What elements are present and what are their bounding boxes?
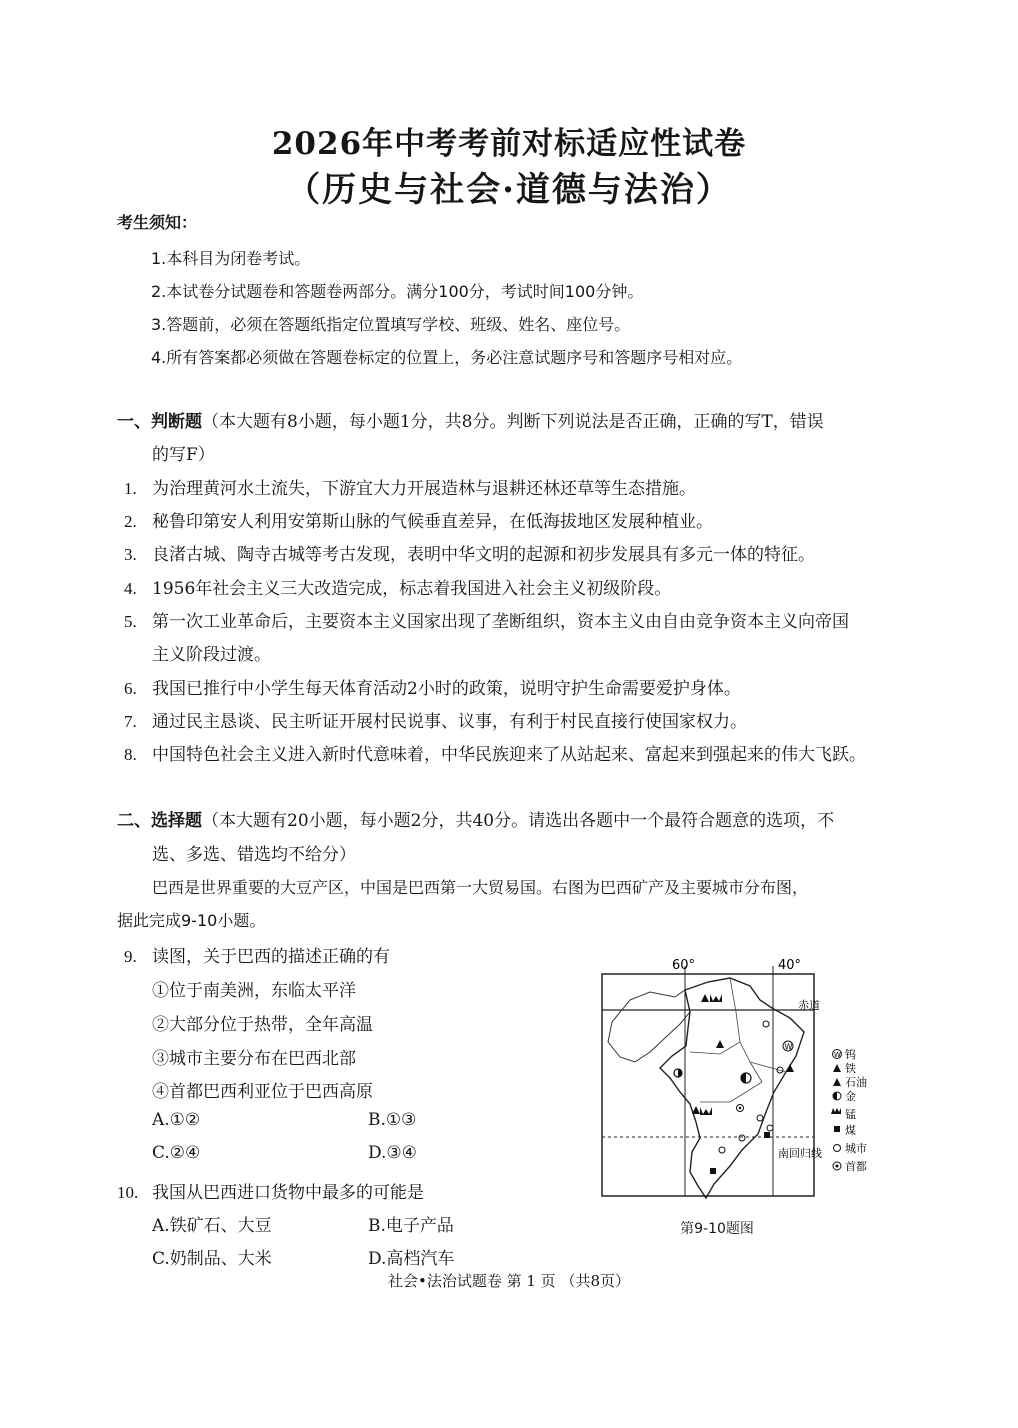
question-text: 通过民主恳谈、民主听证开展村民说事、议事，有利于村民直接行使国家权力。	[152, 712, 747, 732]
option-b: B.①③	[368, 1110, 417, 1130]
manganese-icon	[710, 994, 722, 1002]
section1-desc-cont: 的写F）	[152, 445, 215, 465]
question-7	[124, 707, 747, 732]
notice-item: 1.本科目为闭卷考试。	[151, 249, 311, 268]
question-2	[124, 507, 713, 532]
notice-heading: 考生须知：	[117, 213, 198, 232]
oil-icon	[833, 1078, 841, 1086]
question-text: 读图，关于巴西的描述正确的有	[152, 947, 390, 967]
iron-icon	[692, 1106, 700, 1114]
tropic-label: 南回归线	[778, 1147, 822, 1160]
svg-text:W: W	[834, 1051, 841, 1059]
oil-icon	[716, 1040, 724, 1048]
question-number: 2.	[124, 512, 137, 531]
question-number: 5.	[124, 612, 137, 631]
question-text: 秘鲁印第安人利用安第斯山脉的气候垂直差异，在低海拔地区发展种植业。	[152, 512, 713, 532]
question-text: 中国特色社会主义进入新时代意味着，中华民族迎来了从站起来、富起来到强起来的伟大飞跃。	[152, 745, 866, 765]
question-number: 8.	[124, 745, 137, 764]
brazil-map	[590, 952, 890, 1212]
option-c: C.②④	[152, 1143, 201, 1163]
question-10	[117, 1178, 424, 1203]
coal-icon	[764, 1132, 770, 1138]
question-3	[124, 540, 815, 565]
question-text: 1956年社会主义三大改造完成，标志着我国进入社会主义初级阶段。	[152, 579, 672, 599]
manganese-icon	[700, 1107, 712, 1115]
section2-label: 二、选择题	[117, 811, 202, 831]
option-d: D.高档汽车	[368, 1249, 455, 1269]
notice-item: 4.所有答案都必须做在答题卷标定的位置上，务必注意试题序号和答题序号相对应。	[151, 348, 743, 367]
legend-label: 锰	[845, 1108, 856, 1121]
brazil-outline	[660, 978, 804, 1198]
legend-label: 金	[845, 1090, 856, 1103]
exam-subtitle: （历史与社会·道德与法治）	[286, 170, 732, 210]
question-number: 9.	[124, 947, 137, 966]
question-number: 6.	[124, 679, 137, 698]
question-5	[124, 607, 849, 632]
option-a: A.①②	[152, 1110, 201, 1130]
question-number: 1.	[124, 479, 137, 498]
question-number: 4.	[124, 579, 137, 598]
statement: ③城市主要分布在巴西北部	[152, 1049, 356, 1069]
city-icon	[763, 1021, 769, 1027]
notice-item: 2.本试卷分试题卷和答题卷两部分。满分100分，考试时间100分钟。	[151, 282, 644, 301]
section2-desc: （本大题有20小题，每小题2分，共40分。请选出各题中一个最符合题意的选项，不	[202, 811, 835, 831]
oil-icon	[786, 1064, 794, 1072]
question-9	[124, 942, 390, 967]
city-icon	[757, 1115, 763, 1121]
statement: ④首都巴西利亚位于巴西高原	[152, 1082, 373, 1102]
coal-icon	[710, 1168, 716, 1174]
city-icon	[719, 1147, 725, 1153]
option-a: A.铁矿石、大豆	[152, 1216, 272, 1236]
option-b: B.电子产品	[368, 1216, 454, 1236]
question-5-cont: 主义阶段过渡。	[152, 645, 271, 665]
tungsten-symbol: W	[784, 1042, 793, 1052]
reading-intro-cont: 据此完成9-10小题。	[117, 911, 266, 930]
map-frame	[602, 974, 814, 1196]
exam-title: 2026年中考考前对标适应性试卷	[271, 126, 747, 162]
section1-header	[117, 407, 824, 432]
coal-icon	[834, 1126, 840, 1132]
question-1	[124, 474, 696, 499]
statement: ②大部分位于热带，全年高温	[152, 1015, 373, 1035]
legend-label: 石油	[845, 1076, 867, 1089]
question-text: 良渚古城、陶寺古城等考古发现，表明中华文明的起源和初步发展具有多元一体的特征。	[152, 545, 815, 565]
legend-label: 煤	[845, 1124, 856, 1137]
section1-desc: （本大题有8小题，每小题1分，共8分。判断下列说法是否正确，正确的写T，错误	[202, 412, 824, 432]
section2-header	[117, 806, 834, 831]
question-number: 10.	[117, 1183, 139, 1202]
city-icon	[834, 1145, 841, 1152]
city-icon	[767, 1125, 773, 1131]
reading-intro: 巴西是世界重要的大豆产区，中国是巴西第一大贸易国。右图为巴西矿产及主要城市分布图，	[152, 878, 809, 897]
equator-label: 赤道	[798, 999, 820, 1012]
legend-label: 城市	[845, 1142, 867, 1155]
page-footer: 社会•法治试题卷 第 1 页 （共8页）	[387, 1272, 630, 1290]
statement: ①位于南美洲，东临太平洋	[152, 981, 356, 1001]
option-c: C.奶制品、大米	[152, 1249, 272, 1269]
legend-label: 钨	[845, 1048, 856, 1061]
manganese-icon	[831, 1108, 841, 1114]
question-number: 3.	[124, 545, 137, 564]
question-4	[124, 574, 671, 599]
question-text: 我国已推行中小学生每天体育活动2小时的政策，说明守护生命需要爱护身体。	[152, 679, 741, 699]
option-d: D.③④	[368, 1143, 417, 1163]
notice-item: 3.答题前，必须在答题纸指定位置填写学校、班级、姓名、座位号。	[151, 315, 631, 334]
iron-icon	[701, 994, 709, 1002]
map-caption: 第9-10题图	[680, 1221, 754, 1237]
question-text: 为治理黄河水土流失，下游宜大力开展造林与退耕还林还草等生态措施。	[152, 479, 696, 499]
question-number: 7.	[124, 712, 137, 731]
section2-desc-cont: 选、多选、错选均不给分）	[152, 845, 356, 865]
lon-label-60: 60°	[672, 958, 696, 973]
section1-label: 一、判断题	[117, 412, 202, 432]
city-icon	[739, 1135, 745, 1141]
legend-label: 首都	[845, 1160, 867, 1173]
question-text: 第一次工业革命后，主要资本主义国家出现了垄断组织，资本主义由自由竞争资本主义向帝国	[152, 612, 849, 632]
question-text: 我国从巴西进口货物中最多的可能是	[152, 1183, 424, 1203]
legend-label: 铁	[845, 1062, 856, 1075]
iron-icon	[833, 1064, 841, 1072]
lon-label-40: 40°	[778, 958, 802, 973]
question-6	[124, 674, 741, 699]
question-8	[124, 740, 866, 765]
